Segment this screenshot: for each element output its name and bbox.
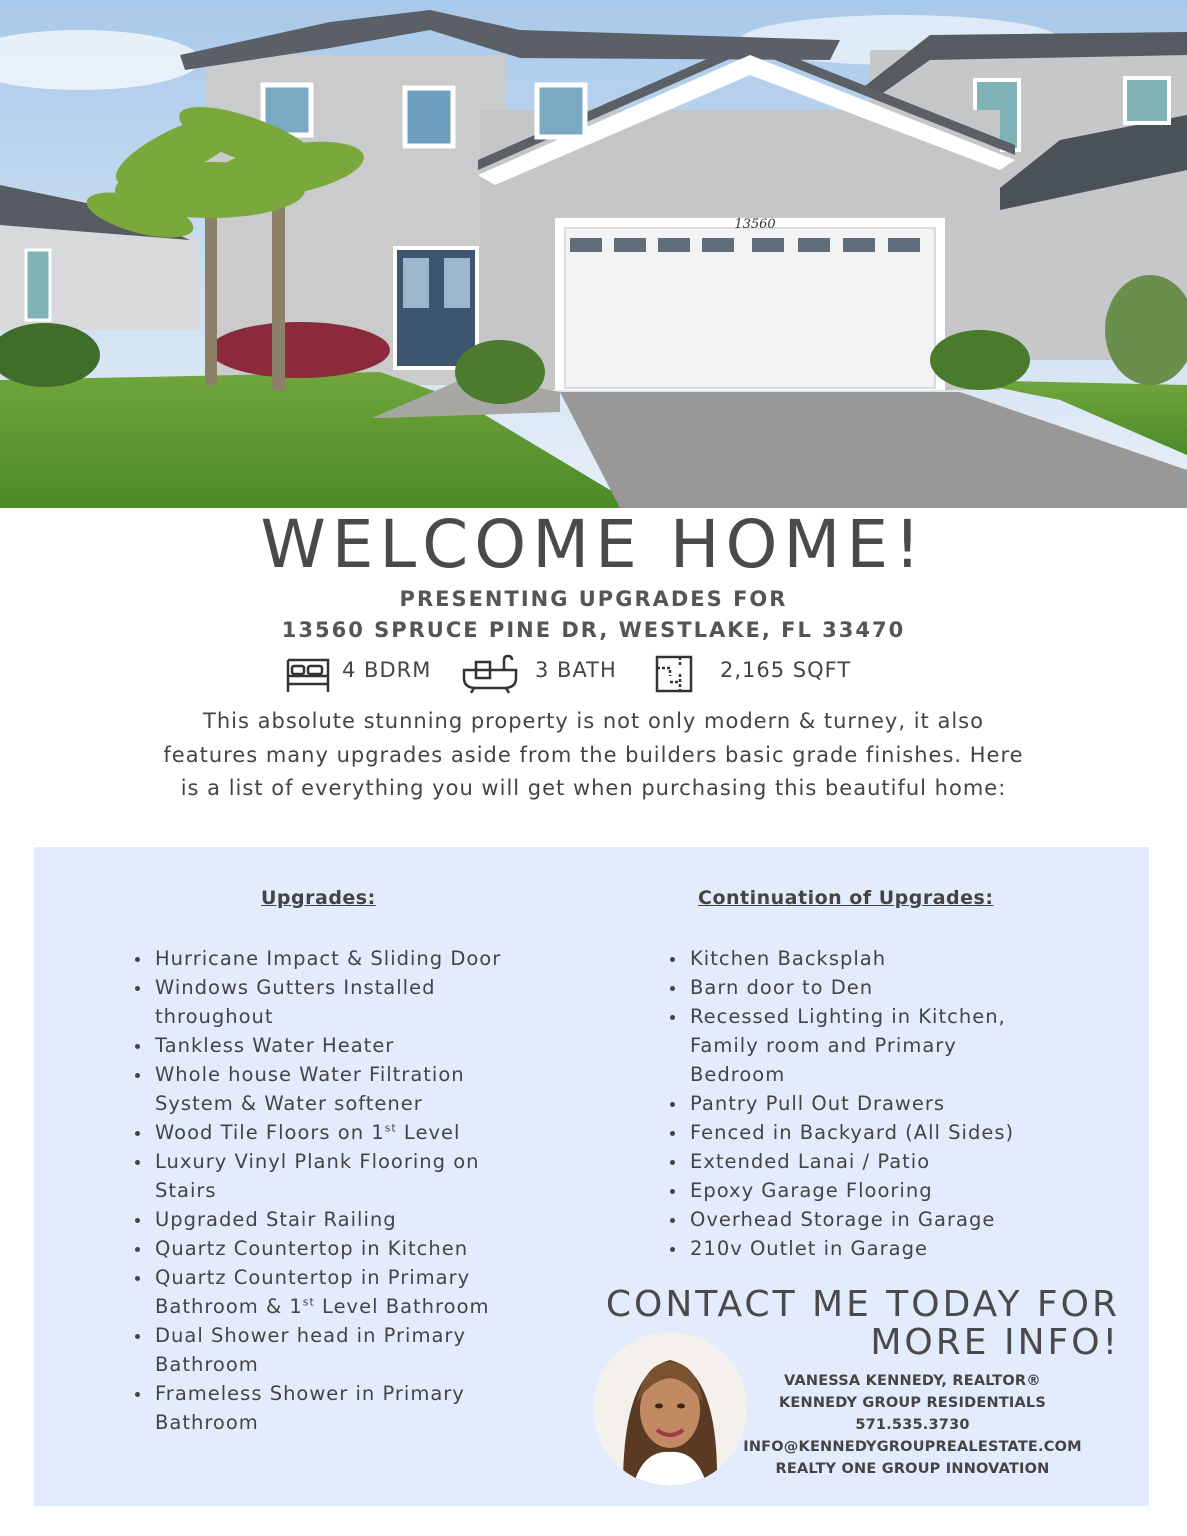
bedrooms-label: 4 BDRM: [342, 658, 432, 682]
area-label: 2,165 SQFT: [720, 658, 852, 682]
list-item: Barn door to Den: [690, 973, 1040, 1002]
agent-team: KENNEDY GROUP RESIDENTIALS: [778, 1395, 1047, 1411]
upgrades-heading: Upgrades:: [261, 887, 376, 909]
agent-email[interactable]: INFO@KENNEDYGROUPREALESTATE.COM: [743, 1439, 1082, 1455]
upgrades-list: [135, 944, 515, 1437]
list-item-text: Level Bathroom: [314, 1295, 490, 1318]
list-item: Kitchen Backsplah: [690, 944, 1040, 973]
property-stats: [0, 652, 1187, 696]
list-item: Extended Lanai / Patio: [690, 1147, 1040, 1176]
property-address: 13560 SPRUCE PINE DR, WESTLAKE, FL 33470: [281, 618, 906, 642]
list-item: Epoxy Garage Flooring: [690, 1176, 1040, 1205]
list-item: Hurricane Impact & Sliding Door: [155, 944, 515, 973]
list-item: [155, 1118, 515, 1147]
agent-phone[interactable]: 571.535.3730: [855, 1417, 970, 1433]
page-title: WELCOME HOME!: [260, 506, 927, 583]
list-item-sup: st: [302, 1295, 315, 1309]
list-item: Luxury Vinyl Plank Flooring on Stairs: [155, 1147, 515, 1205]
list-item: Whole house Water Filtration System & Water softener: [155, 1060, 515, 1118]
list-item: Quartz Countertop in Kitchen: [155, 1234, 515, 1263]
list-item: Fenced in Backyard (All Sides): [690, 1118, 1040, 1147]
baths-label: 3 BATH: [535, 658, 617, 682]
cta-line2: MORE INFO!: [870, 1322, 1120, 1363]
agent-info: [740, 1370, 1085, 1480]
list-item: Tankless Water Heater: [155, 1031, 515, 1060]
list-item-text: Quartz Countertop in Primary Bathroom & 1: [155, 1266, 471, 1318]
list-item: [155, 1263, 515, 1321]
cta-line1: CONTACT ME TODAY FOR: [605, 1284, 1120, 1325]
continuation-heading: Continuation of Upgrades:: [698, 887, 994, 909]
bathtub-icon: [460, 654, 520, 698]
list-item: 210v Outlet in Garage: [690, 1234, 1040, 1263]
list-item-text: Wood Tile Floors on 1: [155, 1121, 385, 1144]
subheading-line1: PRESENTING UPGRADES FOR: [399, 587, 788, 611]
list-item: Upgraded Stair Railing: [155, 1205, 515, 1234]
bed-icon: [284, 654, 332, 700]
hero-photo: [0, 0, 1187, 508]
list-item: Dual Shower head in Primary Bathroom: [155, 1321, 515, 1379]
agent-brokerage: REALTY ONE GROUP INNOVATION: [775, 1461, 1050, 1477]
list-item: Windows Gutters Installed throughout: [155, 973, 515, 1031]
intro-paragraph: This absolute stunning property is not only modern & turney, it also features many upgrades aside from the builders basic grade finishes. Here is a list of everything you will get when purchasing this beautiful home:: [163, 709, 1024, 800]
agent-name: VANESSA KENNEDY, REALTOR®: [784, 1373, 1041, 1389]
list-item-sup: st: [384, 1121, 397, 1135]
floorplan-icon: [654, 654, 694, 698]
list-item: Recessed Lighting in Kitchen, Family room and Primary Bedroom: [690, 1002, 1040, 1089]
list-item: Overhead Storage in Garage: [690, 1205, 1040, 1234]
list-item-text: Level: [396, 1121, 461, 1144]
avatar: [593, 1332, 747, 1486]
list-item: Pantry Pull Out Drawers: [690, 1089, 1040, 1118]
list-item: Frameless Shower in Primary Bathroom: [155, 1379, 515, 1437]
house-number: 13560: [734, 217, 776, 232]
continuation-list: [670, 944, 1040, 1263]
